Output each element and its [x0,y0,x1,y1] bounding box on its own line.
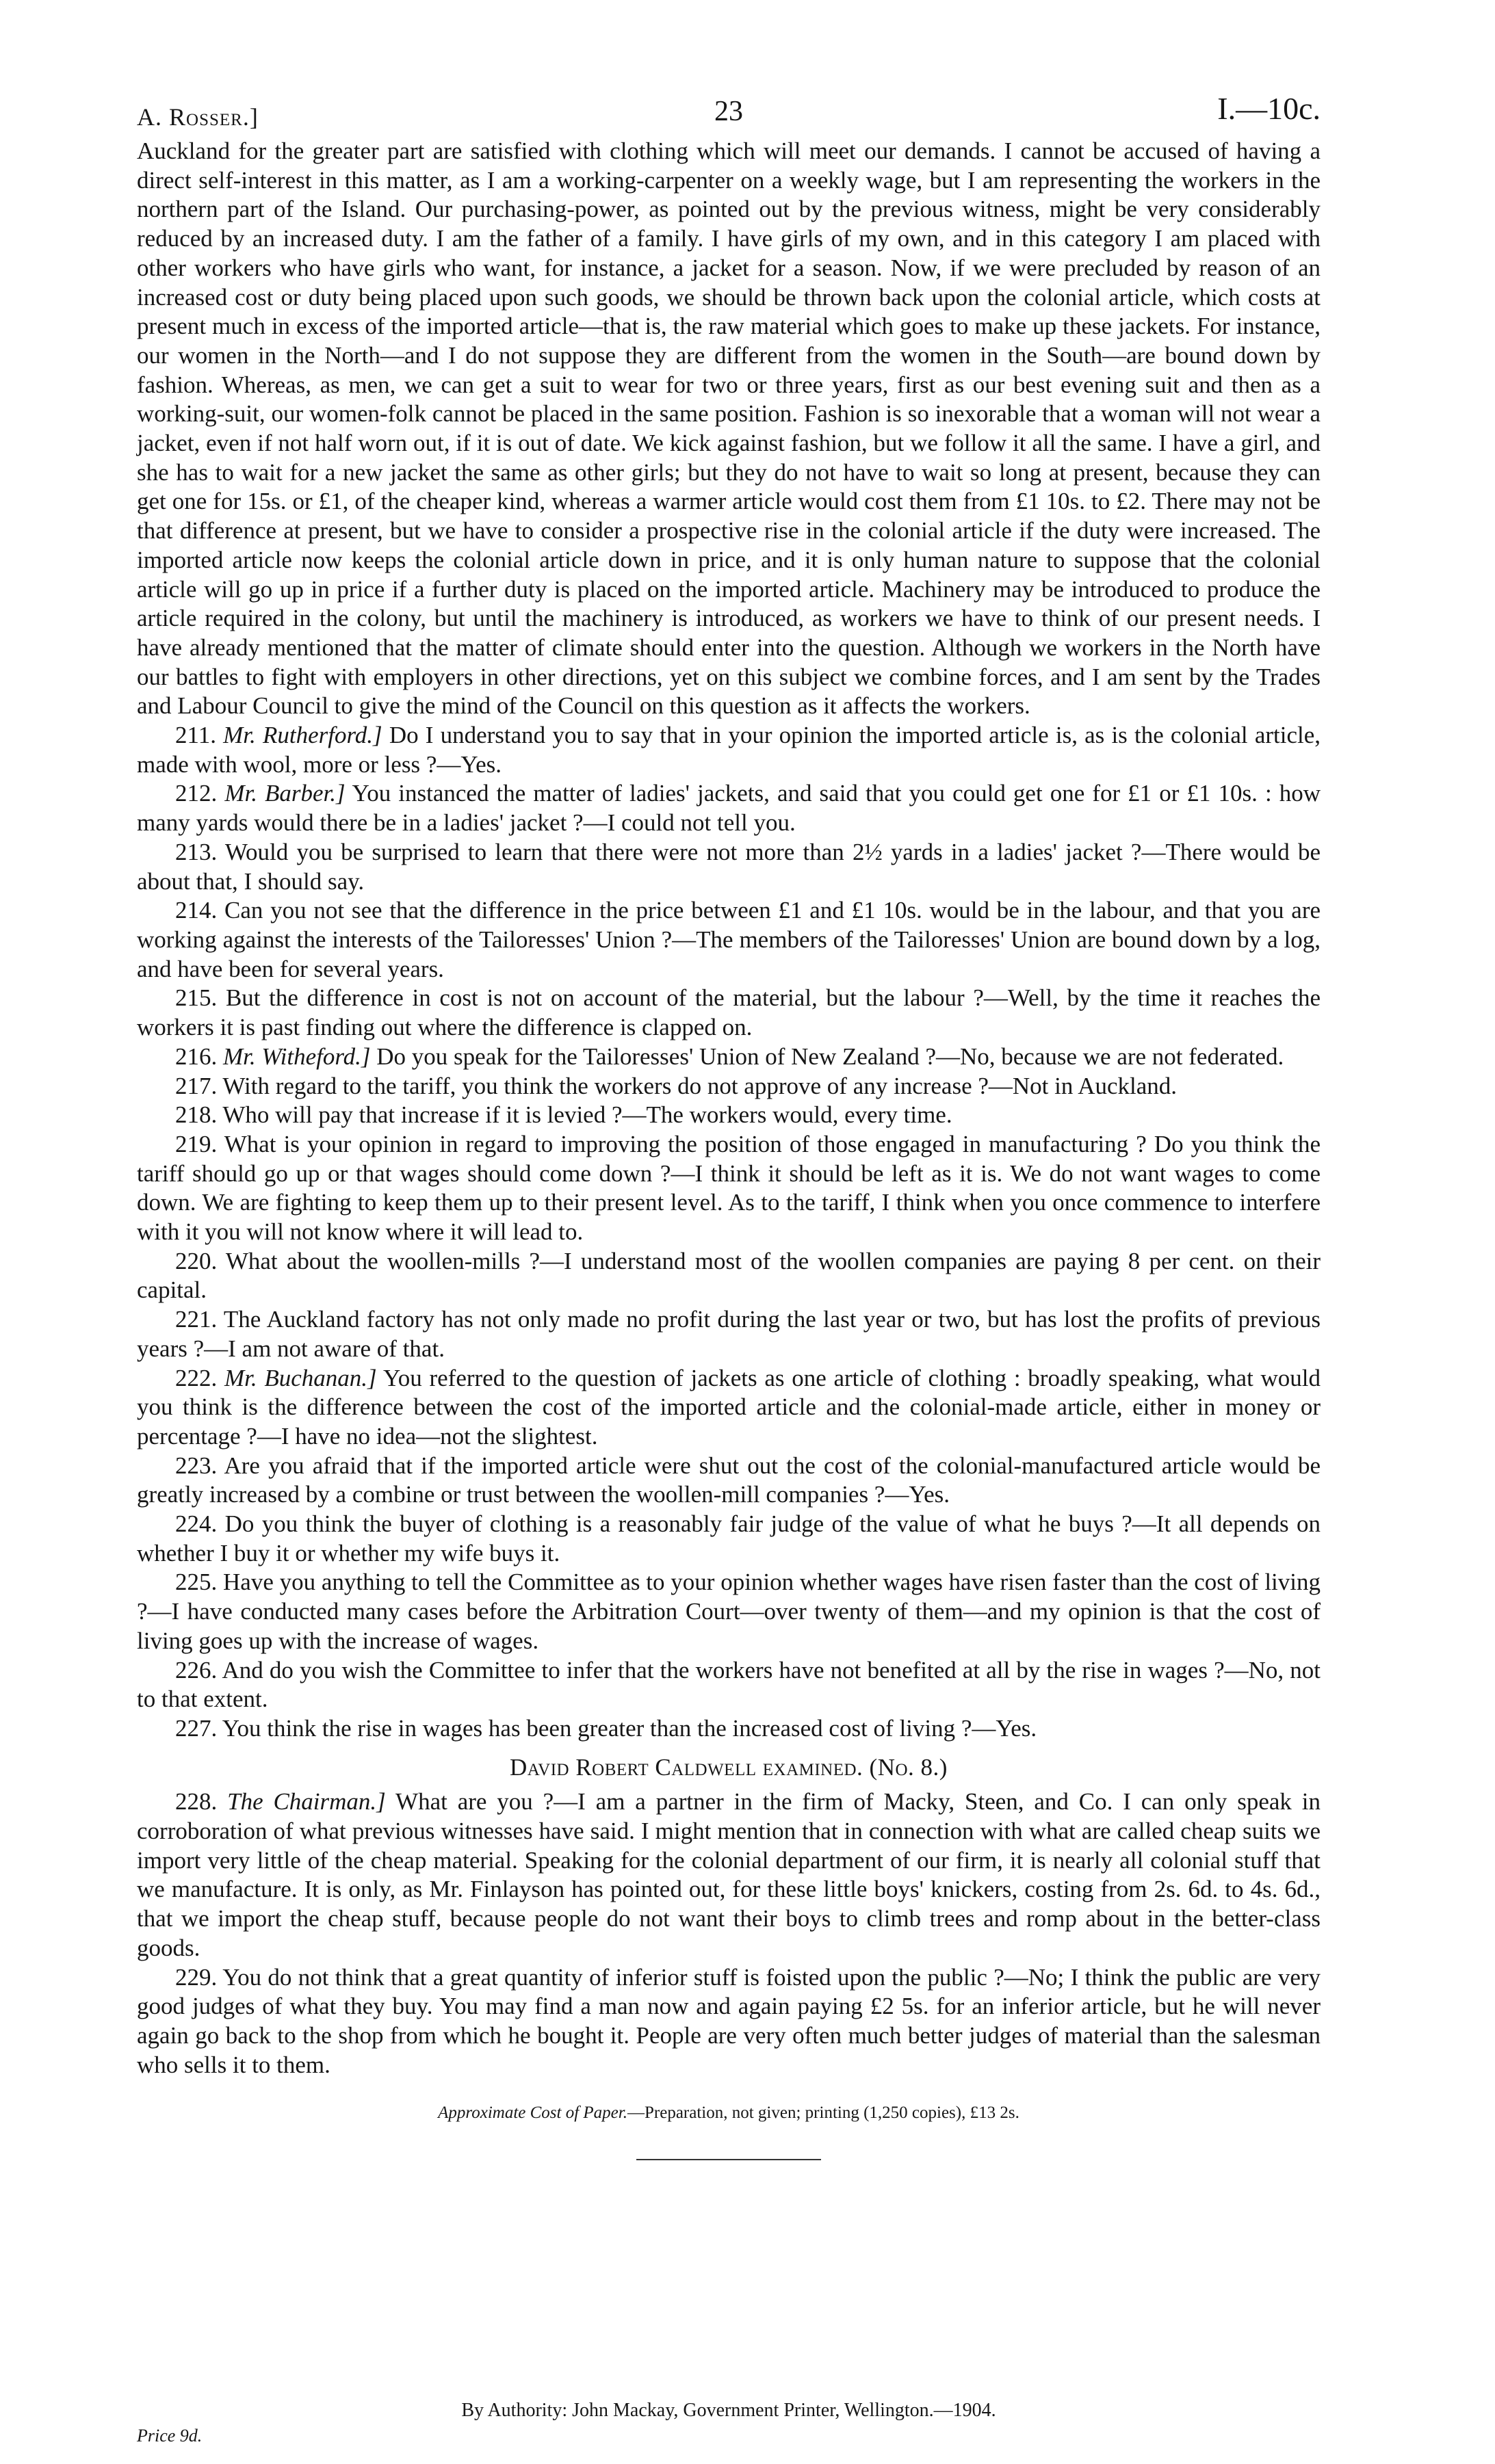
question-answer [137,984,1321,1042]
question-text: You do not think that a great quantity of inferior stuff is foisted upon the public ?—No; I think the public are very good judges of what they buy. You may find a man now and again paying £2 5s. for an inferior article, but he will never again go back to the shop from which he bought it. People are very often much better judges of material than the salesman who sells it to them. [137,1963,1321,2078]
cost-note [137,2103,1321,2123]
question-answer [137,1714,1321,1744]
question-text: The Auckland factory has not only made no profit during the last year or two, but has lost the profits of previous years ?—I am not aware of that. [137,1306,1321,1362]
question-text: Can you not see that the difference in the price between £1 and £1 10s. would be in the labour, and that you are working against the interests of the Tailoresses' Union ?—The members of the Tailoresses' Union are bound down by a log, and have been for several years. [137,897,1321,982]
question-number: 220. [175,1247,218,1274]
question-number: 216. [175,1043,218,1070]
question-number: 221. [175,1306,218,1333]
question-answer [137,838,1321,896]
opening-paragraph: Auckland for the greater part are satisfied with clothing which will meet our demands. I cannot be accused of having a direct self-interest in this matter, as I am a working-carpenter on a weekly wage, but I am representing the workers in the northern part of the Island. Our purchasing-power, as pointed out by the previous witness, might be very considerably reduced by an increased duty. I am the father of a family. I have girls of my own, and in this category I am placed with other workers who have girls who want, for instance, a jacket for a season. Now, if we were precluded by reason of an increased cost or duty being placed upon such goods, we should be thrown back upon the colonial article, which costs at present much in excess of the imported article—that is, the raw material which goes to make up these jackets. For instance, our women in the North—and I do not suppose they are different from the women in the South—are bound down by fashion. Whereas, as men, we can get a suit to wear for two or three years, first as our best evening suit and then as a working-suit, our women-folk cannot be placed in the same position. Fashion is so inexorable that a woman will not wear a jacket, even if not half worn out, if it is out of date. We kick against fashion, but we follow it all the same. I have a girl, and she has to wait for a new jacket the same as other girls; but they do not have to wait so long at present, because they can get one for 15s. or £1, of the cheaper kind, whereas a warmer article would cost them from £1 10s. to £2. There may not be that difference at present, but we have to consider a prospective rise in the colonial article if the duty were increased. The imported article now keeps the colonial article down in price, and it is only human nature to suppose that the colonial article will go up in price if a further duty is placed on the imported article. Machinery may be introduced to produce the article required in the colony, but until the machinery is introduced, as workers we have to think of our present needs. I have already mentioned that the matter of climate should enter into the question. Although we workers in the North have our battles to fight with employers in other directions, yet on this subject we combine forces, and I am sent by the Trades and Labour Council to give the mind of the Council on this question as it affects the workers. [137,137,1321,720]
question-text: What are you ?—I am a partner in the firm of Macky, Steen, and Co. I can only speak in corroboration of what previous witnesses have said. I might mention that in connection with what are called cheap suits we import very little of the cheap material. Speaking for the colonial department of our firm, it is nearly all colonial stuff that we manufacture. It is only, as Mr. Finlayson has pointed out, for these little boys' knickers, costing from 2s. 6d. to 4s. 6d., that we import the cheap stuff, because people do not want their boys to climb trees and romp about in the better-class goods. [137,1788,1321,1961]
question-text: Are you afraid that if the imported article were shut out the cost of the colonial-manufactured article would be greatly increased by a combine or trust between the woollen-mill companies ?—Yes. [137,1452,1321,1508]
question-answer [137,721,1321,779]
question-answer [137,1364,1321,1452]
question-text: You instanced the matter of ladies' jackets, and said that you could get one for £1 or £1 10s. : how many yards would there be in a ladies' jacket ?—I could not tell you. [137,780,1321,837]
question-list [137,1787,1321,2080]
question-number: 223. [175,1452,218,1479]
question-answer [137,1130,1321,1247]
running-head [137,89,1321,137]
question-number: 213. [175,838,218,865]
question-text: Do you speak for the Tailoresses' Union of New Zealand ?—No, because we are not federated. [376,1043,1284,1070]
speaker: Mr. Rutherford.] [223,722,382,749]
question-number: 212. [175,780,218,807]
question-number: 219. [175,1130,218,1157]
question-text: What about the woollen-mills ?—I understand most of the woollen companies are paying 8 per cent. on their capital. [137,1247,1321,1304]
question-number: 229. [175,1963,218,1991]
speaker: Mr. Barber.] [224,780,346,807]
question-number: 225. [175,1569,218,1596]
speaker: The Chairman.] [227,1788,386,1816]
question-answer [137,1043,1321,1072]
question-text: But the difference in cost is not on account of the material, but the labour ?—Well, by the time it reaches the workers it is past finding out where the difference is clapped on. [137,984,1321,1041]
question-text: You referred to the question of jackets as one article of clothing : broadly speaking, what would you think is the difference between the cost of the imported article and the colonial-made article, either in money or percentage ?—I have no idea—not the slightest. [137,1364,1321,1450]
price: Price 9d. [137,2426,203,2446]
question-text: You think the rise in wages has been greater than the increased cost of living ?—Yes. [222,1714,1037,1742]
question-list [137,721,1321,1744]
cost-label: Approximate Cost of Paper. [438,2103,627,2123]
question-text: Do you think the buyer of clothing is a reasonably fair judge of the value of what he buys ?—It all depends on whether I buy it or whether my wife buys it. [137,1510,1321,1567]
witness-heading: David Robert Caldwell examined. (No. 8.) [510,1753,948,1781]
question-number: 226. [175,1656,218,1683]
question-answer [137,1452,1321,1510]
question-answer [137,779,1321,837]
question-answer [137,896,1321,984]
question-number: 228. [175,1788,218,1816]
evidence-body [137,137,1321,2080]
question-number: 217. [175,1072,218,1099]
question-answer [137,1787,1321,1963]
cost-text: —Preparation, not given; printing (1,250 copies), £13 2s. [627,2103,1019,2123]
question-text: Who will pay that increase if it is levied ?—The workers would, every time. [222,1101,952,1129]
question-number: 211. [175,722,216,749]
question-number: 218. [175,1101,218,1129]
question-number: 214. [175,897,218,924]
question-number: 227. [175,1714,218,1742]
question-answer [137,1305,1321,1363]
question-number: 215. [175,984,218,1012]
question-number: 222. [175,1364,218,1391]
witness-name: A. Rosser.] [137,103,259,131]
footer-rule [636,2159,821,2160]
question-answer [137,1072,1321,1101]
question-text: Would you be surprised to learn that there were not more than 2½ yards in a ladies' jacket ?—There would be about that, I should say. [137,838,1321,895]
question-answer [137,1101,1321,1130]
speaker: Mr. Witheford.] [223,1043,371,1070]
question-text: What is your opinion in regard to improving the position of those engaged in manufacturing ? Do you think the tariff should go up or that wages should come down ?—I think it should be left as it is. We do not want wages to come down. We are fighting to keep them up to their present level. As to the tariff, I think when you once commence to interfere with it you will not know where it will lead to. [137,1130,1321,1246]
question-answer [137,1510,1321,1568]
question-answer [137,1247,1321,1305]
question-text: Do I understand you to say that in your opinion the imported article is, as is the colonial article, made with wool, more or less ?—Yes. [137,722,1321,778]
speaker: Mr. Buchanan.] [224,1364,377,1391]
question-answer [137,1963,1321,2080]
page-number: 23 [714,96,743,127]
question-text: And do you wish the Committee to infer that the workers have not benefited at all by the rise in wages ?—No, not to that extent. [137,1656,1321,1713]
question-answer [137,1568,1321,1655]
question-number: 224. [175,1510,218,1538]
document-reference: I.—10c. [1217,91,1321,126]
question-answer [137,1656,1321,1714]
question-text: With regard to the tariff, you think the workers do not approve of any increase ?—Not in Auckland. [222,1072,1178,1099]
printer-imprint: By Authority: John Mackay, Government Printer, Wellington.—1904. [461,2400,996,2421]
question-text: Have you anything to tell the Committee as to your opinion whether wages have risen faster than the cost of living ?—I have conducted many cases before the Arbitration Court—over twenty of them—and my opinion is that the cost of living goes up with the increase of wages. [137,1569,1321,1654]
